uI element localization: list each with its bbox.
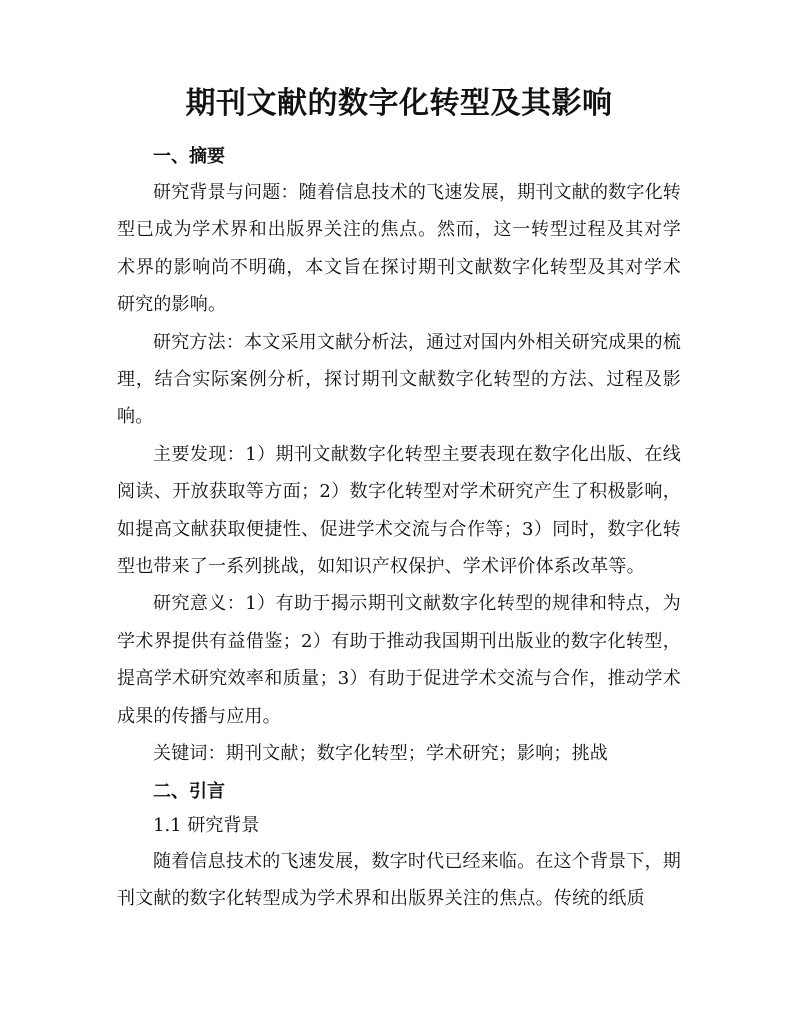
keywords-line: 关键词：期刊文献；数字化转型；学术研究；影响；挑战 <box>153 743 608 765</box>
methods-paragraph: 研究方法：本文采用文献分析法，通过对国内外相关研究成果的梳理，结合实际案例分析，探讨期刊文献数字化转型的方法、过程及影响。 <box>117 331 681 428</box>
background-paragraph: 研究背景与问题：随着信息技术的飞速发展，期刊文献的数字化转型已成为学术界和出版界关注的焦点。然而，这一转型过程及其对学术界的影响尚不明确，本文旨在探讨期刊文献数字化转型及其对学术研究的影响。 <box>117 182 681 316</box>
introduction-heading: 二、引言 <box>153 780 225 802</box>
abstract-heading: 一、摘要 <box>153 146 225 167</box>
document-title: 期刊文献的数字化转型及其影响 <box>185 86 613 121</box>
introduction-paragraph: 随着信息技术的飞速发展，数字时代已经来临。在这个背景下，期刊文献的数字化转型成为学术界和出版界关注的焦点。传统的纸质 <box>117 850 681 909</box>
significance-paragraph: 研究意义：1）有助于揭示期刊文献数字化转型的规律和特点，为学术界提供有益借鉴；2）有助于推动我国期刊出版业的数字化转型，提高学术研究效率和质量；3）有助于促进学术交流与合作，推动学术成果的传播与应用。 <box>117 593 681 727</box>
subsection-heading: 1.1 研究背景 <box>153 814 260 836</box>
document-page <box>117 84 681 917</box>
findings-paragraph: 主要发现：1）期刊文献数字化转型主要表现在数字化出版、在线阅读、开放获取等方面；2）数字化转型对学术研究产生了积极影响，如提高文献获取便捷性、促进学术交流与合作等；3）同时，数字化转型也带来了一系列挑战，如知识产权保护、学术评价体系改革等。 <box>117 443 681 578</box>
